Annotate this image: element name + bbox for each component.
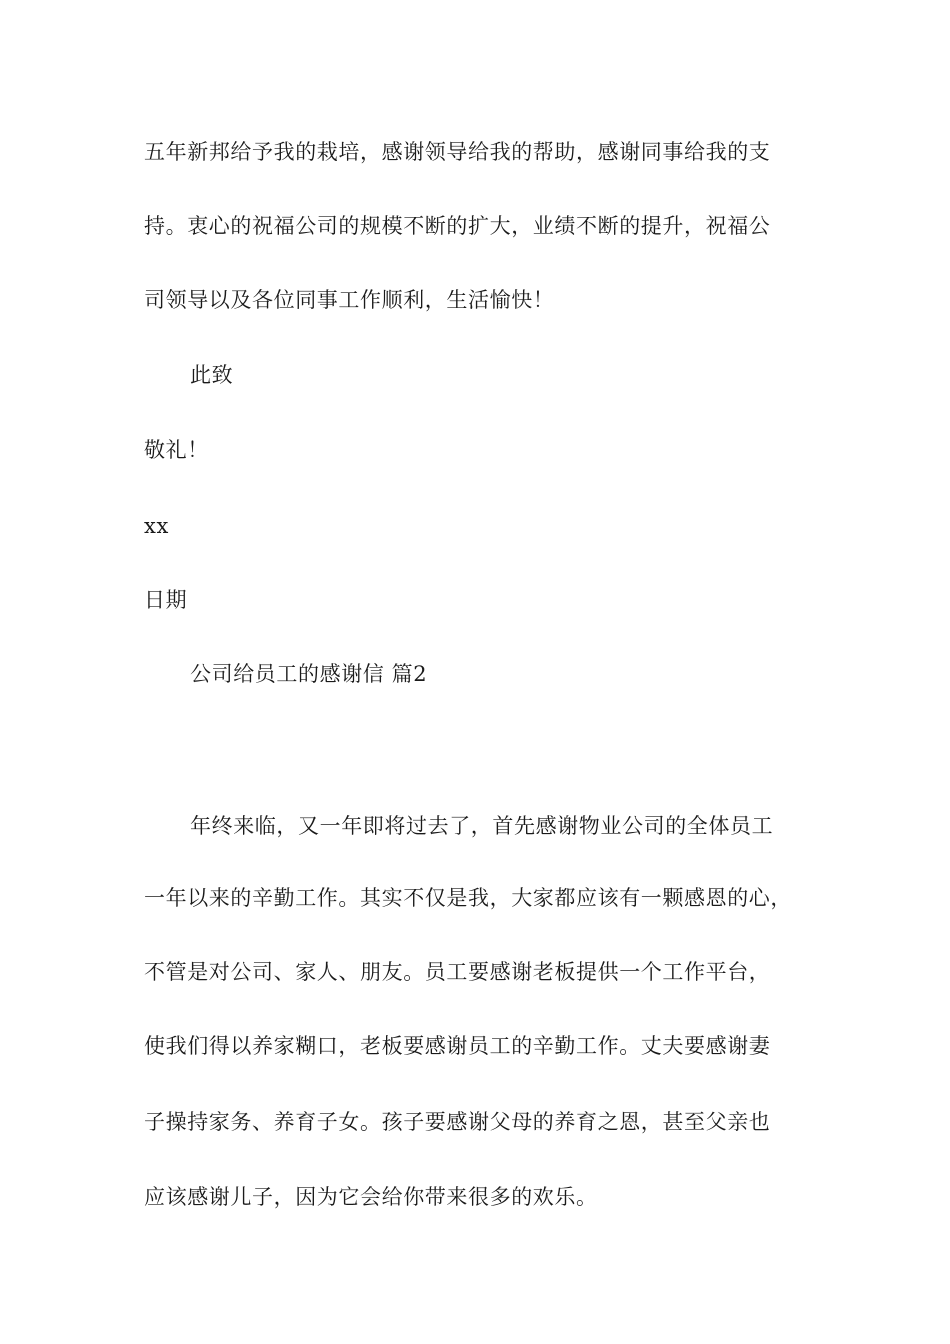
closing-text: 此致 xyxy=(190,363,234,387)
salute-text: 敬礼！ xyxy=(144,438,209,462)
paragraph-line: 子操持家务、养育子女。孩子要感谢父母的养育之恩，甚至父亲也 xyxy=(144,1110,771,1134)
paragraph-line: 不管是对公司、家人、朋友。员工要感谢老板提供一个工作平台， xyxy=(144,960,771,984)
paragraph-line: 五年新邦给予我的栽培，感谢领导给我的帮助，感谢同事给我的支 xyxy=(144,140,771,164)
paragraph-line: 年终来临，又一年即将过去了，首先感谢物业公司的全体员工 xyxy=(190,814,774,838)
section-title: 公司给员工的感谢信 篇2 xyxy=(190,662,428,686)
paragraph-line: 应该感谢儿子，因为它会给你带来很多的欢乐。 xyxy=(144,1185,598,1209)
paragraph-line: 持。衷心的祝福公司的规模不断的扩大，业绩不断的提升，祝福公 xyxy=(144,214,771,238)
paragraph-line: 一年以来的辛勤工作。其实不仅是我，大家都应该有一颗感恩的心， xyxy=(144,886,792,910)
signature-text: xx xyxy=(144,514,169,538)
date-text: 日期 xyxy=(144,588,188,612)
paragraph-line: 使我们得以养家糊口，老板要感谢员工的辛勤工作。丈夫要感谢妻 xyxy=(144,1034,771,1058)
paragraph-line: 司领导以及各位同事工作顺利，生活愉快！ xyxy=(144,288,555,312)
